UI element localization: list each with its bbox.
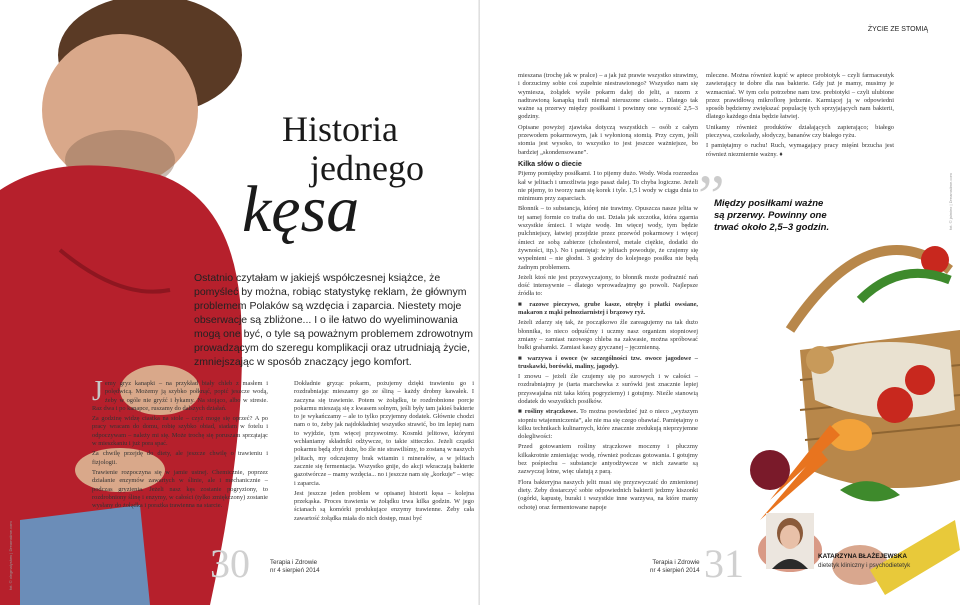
right-column-2 <box>706 72 894 161</box>
footer-left <box>270 559 320 575</box>
left-column-2 <box>294 380 474 525</box>
paragraph: Błonnik – to substancja, której nie trawimy. Opuszcza nasze jelita w tej samej formie co trafia do ust. Działa jak szczotka, która zgarnia wszystkie śmieci. I wiąże wodę. Im więcej wody, tym będzie pulchniejszy, łatwiej przejdzie przez przewód pokarmowy i więcej śmieci ze sobą zabierze (cholesterol, metale ciężkie, dodatki do żywności, itp.). No i pamiętaj: w jelitach powoduje, że czujemy się wypełnieni – nie głodni. 3 godziny do kolejnego posiłku nie będą żadnym problemem. <box>518 205 698 271</box>
author-name: KATARZYNA BŁAŻEJEWSKA <box>818 553 907 560</box>
author-role: dietetyk kliniczny i psychodietetyk <box>818 562 911 569</box>
lead-paragraph: Ostatnio czytałam w jakiejś współczesnej książce, że pomyśleć by można, robiąc statystykę reklam, że głównym problemem Polaków są wzdęcia i zaparcia. Niestety moje obserwacje są zbliżone... I o ile łatwo do wyeliminowania mogą one być, o tyle są poważnym problemem zdrowotnym prowadzącym do szeregu komplikacji oraz utrudniają życie, zmniejszając w sposób znaczący jego komfort. <box>194 272 473 368</box>
paragraph: Opisane powyżej zjawiska dotyczą wszystkich – osób z całym przewodem pokarmowym, jak i wyłonioną stomią. Przy czym, jeśli stomia jest wysoko, to wszystko to jest jeszcze ważniejsze, bo bardziej „skondensowane”. <box>518 123 698 156</box>
paragraph: Pijemy pomiędzy posiłkami. I to pijemy dużo. Wody. Woda rozrzedza kał w jelitach i umożliwia jego pasaż dalej. To chyba logiczne. Jeżeli nie pijemy, to tworzy nam się korek i tyle. 1,5 l wody w ciągu dnia to minimum przy zaparciach. <box>518 170 698 203</box>
issue-info: nr 4 sierpień 2014 <box>270 567 320 574</box>
title-line-1: Historia <box>282 109 398 149</box>
paragraph: Unikamy również produktów działających zapierająco; białego pieczywa, czekolady, słodyczy, bananów czy białego ryżu. <box>706 123 894 140</box>
pull-quote: Między posiłkami ważne są przerwy. Powinny one trwać około 2,5–3 godzin. <box>714 198 830 233</box>
paragraph: Przed gotowaniem rośliny strączkowe moczmy i płuczmy kilkakrotnie zmieniając wodę, również podczas gotowania. I gotujmy bez pośpiechu – substancje antyodżywcze w nich zawarte są zazwyczaj lotne, więc ulatują z parą. <box>518 443 698 476</box>
paragraph: Za godzinę widzę ciastka na stole – czyż mogę się oprzeć? A po pracy wracam do domu, robię szybko obiad, siadam w fotelu i odpoczywam – należy mi się. Może trochę się poruszam sprzątając w mieszkaniu i już pora spać. <box>92 415 268 448</box>
page-number-right: 31 <box>704 541 744 586</box>
magazine-name: Terapia i Zdrowie <box>652 559 700 566</box>
paragraph: mleczne. Można również kupić w aptece probiotyk – czyli farmaceutyk zawierający te dobre dla nas bakterie. Gdy już je mamy, musimy je wzmacniać. W tym celu potrzebne nam tzw. prebiotyki – czyli ulubione przez prawidłową mikroflorę jedzenie. Karmiącej ją w odpowiedni sposób będziemy zwiększać populację tych sprzyjających nam bakterii, dlatego każdego dnia będzie łatwiej. <box>706 72 894 121</box>
left-column-1 <box>92 376 268 512</box>
paragraph: emy gryz kanapki – na przykład biały chleb z masłem i polędwicą. Możemy ją szybko połknąć, popić jeszcze wodą, żeby w ogóle nie gryźć i łykamy. Na stojąco, albo w stresie. Raz dwa i po kanapce, ruszamy do dalszych działań. <box>92 380 268 412</box>
section-header: ŻYCIE ZE STOMIĄ <box>867 26 928 33</box>
paragraph: Jeżeli ktoś nie jest przyzwyczajony, to błonnik może podrażnić nań dość intensywnie – dlatego wprowadzajmy go powoli. Najlepsze źródła to: <box>518 273 698 298</box>
right-column-1 <box>518 72 698 514</box>
magazine-name: Terapia i Zdrowie <box>270 559 318 566</box>
page-number-left: 30 <box>210 541 250 586</box>
drop-cap: J <box>92 376 103 407</box>
subheading: Kilka słów o diecie <box>518 158 582 168</box>
paragraph: I znowu – jeżeli źle czujemy się po surowych i w całości – rozdrabniajmy je (tarta marchewka z surówki jest znacznie lepiej przyswajalna niż taka którą pogryziemy) i gotujmy. Nieźle stanowią dodatek do wszystkich posiłków. <box>518 373 698 405</box>
photo-credit-left: fot. © olegmalyshev | Dreamstime.com <box>8 521 13 590</box>
bullet-item: ■ razowe pieczywo, grube kasze, otręby i płatki owsiane, makaron z mąki pełnoziarnistej i brązowy ryż. <box>518 300 698 317</box>
issue-info: nr 4 sierpień 2014 <box>650 567 700 574</box>
footer-right <box>650 559 700 575</box>
paragraph: Jeżeli zdarzy się tak, że początkowo źle zareagujemy na tak dużo błonnika, to nieco odpuśćmy i uczmy nasz organizm stopniowej zmiany – zamiast razowego chleba na zakwasie, można spróbować bułki grahamki. Zamiast kaszy gryczanej – jęczmienną. <box>518 319 698 352</box>
paragraph: mieszana (trochę jak w pralce) – a jak już prawie wszystko strawimy, i dorzucimy sobie coś zupełnie niestrawionego? Wszystko nam się wymiesza, żołądek wyśle pokarm dalej do jelit, a razem z nadtrawioną kanapką trafi niemal nieruszone ciasto... Dlatego tak ważne są przerwy między posiłkami i powinny one wynosić 2,5–3 godziny. <box>518 72 698 121</box>
paragraph: Dokładnie gryząc pokarm, pożujemy dzięki trawieniu go i rozdrabniając mieszamy go ze śliną – każdy drobny kawałek. I zaczyna się trawienie. Potem w żołądku, te rozdrobnione porcje pokarmu mieszają się z kwasem solnym, jeśli były tam jakieś bakterie to je wykańczamy – ale to tylko przyjemny dodatek. Głównie chodzi nam o to, żeby jak najdokładniej wszystko strawić, bo im lepiej nam to wyjdzie, tym więcej przyswoimy. Kosmki jelitowe, którymi wchłaniamy składniki odżywcze, to takie sitteczko. Jeżeli cząstki pokarmu będą zbyt duże, bo źle nie strawiliśmy, to zostaną w naszych jelitach, my odczujemy brak witamin i minerałów, a w jelitach zacznie się fermentacja. Wszystko gnije, do akcji wkraczają bakterie gazotwórcze – mamy wzdęcia... no i jeszcze nam się „korkuje” – więc i zaparcia. <box>294 380 474 487</box>
title-line-2: jednego <box>310 148 424 188</box>
paragraph: Za chwilę przejdę do diety, ale jeszcze chwilę o trawieniu i fizjologii. <box>92 450 268 466</box>
quote-mark-icon: ” <box>698 163 725 229</box>
paragraph: Jest jeszcze jeden problem w opisanej historii kęsa – kolejna przekąska. Proces trawienia w żołądku trwa kilka godzin. W jego ścianach są komórki produkujące enzymy trawienne. Żeby cała zawartość żołądka miała do nich dostęp, musi być <box>294 489 474 522</box>
paragraph: Trawienie rozpoczyna się w jamie ustnej. Chemicznie, poprzez działanie enzymów zawartych w ślinie, ale i mechanicznie – podczas gryzienia. Jeżeli nasz kęs zostanie pogryziony, to rozdrobniony ślinę i enzymy, w całości (tylko zmiękczony) zostanie wysłany do żołądka i porażka trawienna na starcie. <box>92 468 268 510</box>
right-page <box>480 0 960 605</box>
paragraph: ■ rośliny strączkowe. To można powiedzieć już o nieco „wyższym stopniu wtajemniczenia”, ale nie ma się czego obawiać. Pamiętajmy o kilku technikach kulinarnych, które znacznie zredukują nieprzyjemne dolegliwości: <box>518 408 699 441</box>
bullet-item: ■ warzywa i owoce (w szczególności tzw. owoce jagodowe – truskawki, borówki, maliny, jagody). <box>518 354 698 370</box>
title-line-3: kęsa <box>242 173 360 246</box>
paragraph: Flora bakteryjna naszych jelit musi się przyzwyczaić do zmienionej diety. Żeby dostarczyć sobie odpowiednich bakterii jedzmy kiszonki (ogórki, kapustę, buraki i wszystkie inne warzywa, na które mamy ochotę) oraz fermentowane napoje <box>518 478 698 511</box>
paragraph: I pamiętajmy o ruchu! Ruch, wymagający pracy mięśni brzucha jest również niezmiernie ważny. ♦ <box>706 142 894 158</box>
author-photo <box>766 513 814 569</box>
photo-credit-right: fot. © jaimieo | Dreamstime.com <box>948 173 953 230</box>
